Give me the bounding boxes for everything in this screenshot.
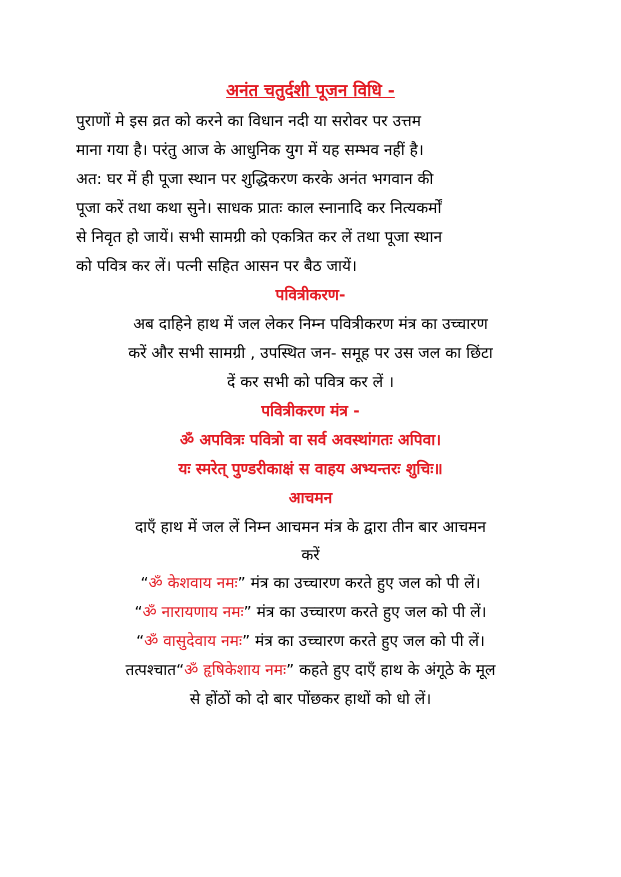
page-title: अनंत चतुर्दशी पूजन विधि -	[226, 81, 395, 101]
intro-line: अत: घर में ही पूजा स्थान पर शुद्धिकरण करके अनंत भगवान की	[76, 170, 434, 188]
mantra-heading: पवित्रीकरण मंत्र -	[261, 402, 360, 420]
achaman-item-prefix: “	[136, 632, 145, 650]
pavitrikaran-heading: पवित्रीकरण-	[275, 286, 346, 304]
pavitrikaran-line: अब दाहिने हाथ में जल लेकर निम्न पवित्रीकरण मंत्र का उच्चारण	[133, 315, 488, 333]
achaman-item-prefix: तत्पश्चात“	[125, 661, 185, 679]
achaman-item	[0, 599, 621, 625]
pavitrikaran-line: दें कर सभी को पवित्र कर लें ।	[227, 373, 394, 391]
achaman-item	[0, 628, 621, 654]
intro-line: को पवित्र कर लें। पत्नी सहित आसन पर बैठ जायें।	[76, 257, 357, 275]
achaman-mantra: ॐ केशवाय नमः	[148, 574, 238, 592]
achaman-heading: आचमन	[288, 489, 333, 507]
achaman-mantra: ॐ वासुदेवाय नमः	[144, 632, 243, 650]
achaman-intro-line: करें	[301, 546, 320, 564]
intro-line: पूजा करें तथा कथा सुने। साधक प्रातः काल स्नानादि कर नित्यकर्मों	[76, 199, 442, 217]
achaman-closing-line: से होंठों को दो बार पोंछकर हाथों को धो लें।	[189, 690, 432, 708]
achaman-mantra: ॐ हृषिकेशाय नमः	[184, 661, 287, 679]
achaman-item-suffix: ” मंत्र का उच्चारण करते हुए जल को पी लें।	[243, 603, 487, 621]
achaman-mantra: ॐ नारायणाय नमः	[142, 603, 244, 621]
achaman-item-suffix: ” मंत्र का उच्चारण करते हुए जल को पी लें।	[237, 574, 481, 592]
achaman-item-suffix: ” मंत्र का उच्चारण करते हुए जल को पी लें।	[242, 632, 485, 650]
achaman-item-prefix: “	[140, 574, 149, 592]
achaman-item	[0, 570, 621, 596]
intro-line: माना गया है। परंतु आज के आधुनिक युग में यह सम्भव नहीं है।	[76, 141, 424, 159]
achaman-item-prefix: “	[134, 603, 143, 621]
mantra-line: यः स्मरेत् पुण्डरीकाक्षं स वाहय अभ्यन्तरः शुचिः॥	[178, 460, 443, 478]
mantra-line: ॐ अपवित्रः पवित्रो वा सर्व अवस्थांगतः अपिवा।	[179, 431, 442, 449]
intro-line: से निवृत हो जायें। सभी सामग्री को एकत्रित कर लें तथा पूजा स्थान	[76, 228, 443, 246]
achaman-item-suffix: ” कहते हुए दाएँ हाथ के अंगूठे के मूल	[286, 661, 496, 679]
pavitrikaran-line: करें और सभी सामग्री , उपस्थित जन- समूह पर उस जल का छिंटा	[128, 344, 493, 362]
achaman-intro-line: दाएँ हाथ में जल लें निम्न आचमन मंत्र के द्वारा तीन बार आचमन	[134, 518, 487, 536]
achaman-item	[0, 657, 621, 683]
intro-line: पुराणों मे इस व्रत को करने का विधान नदी या सरोवर पर उत्तम	[76, 112, 422, 130]
